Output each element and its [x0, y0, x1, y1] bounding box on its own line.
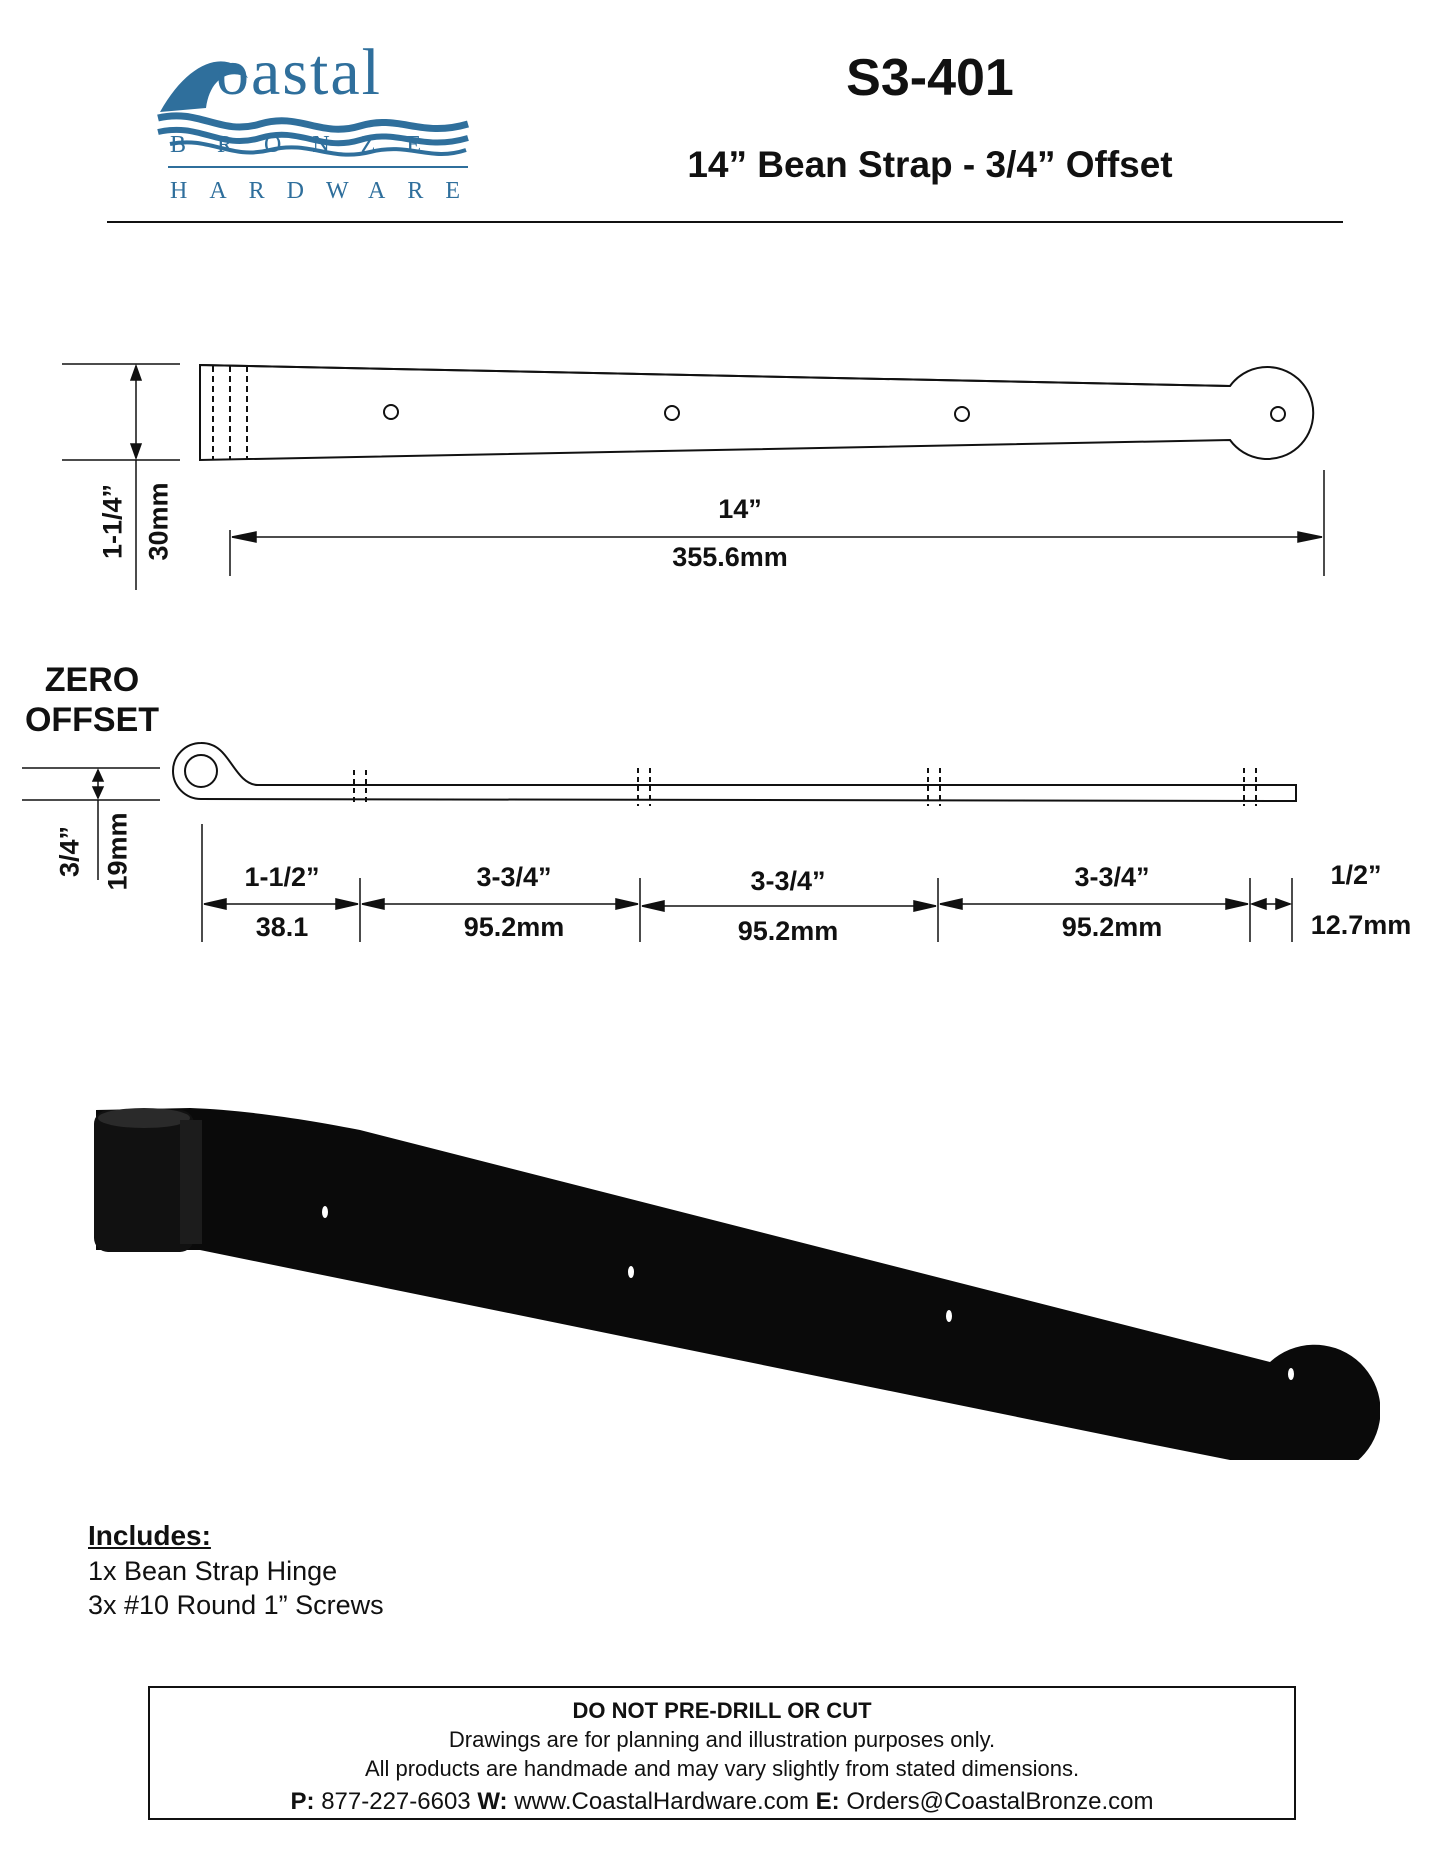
spacing-2-mm: 95.2mm	[463, 912, 565, 942]
includes-item: 3x #10 Round 1” Screws	[88, 1590, 384, 1620]
website-link[interactable]: www.CoastalHardware.com	[514, 1788, 809, 1815]
offset-inches-label: 3/4”	[54, 825, 85, 878]
offset-dimension	[22, 768, 160, 880]
contact-line	[150, 1788, 1294, 1816]
includes-heading: Includes:	[88, 1520, 211, 1551]
screw-hole-1	[322, 1206, 328, 1218]
notice-line-2: Drawings are for planning and illustration purposes only.	[448, 1727, 996, 1752]
spacing-2-inches: 3-3/4”	[476, 862, 552, 892]
spacing-3-mm: 95.2mm	[737, 916, 839, 946]
logo-wordmark: oastal	[216, 36, 382, 109]
notice-line-3: All products are handmade and may vary slightly from stated dimensions.	[364, 1756, 1080, 1781]
screw-hole-2	[628, 1266, 634, 1278]
side-view-strap	[173, 743, 1296, 806]
zero-offset-line1: ZERO	[44, 661, 140, 699]
width-mm-label: 30mm	[143, 482, 174, 561]
email-label: E:	[815, 1788, 840, 1815]
offset-mm-label: 19mm	[102, 812, 133, 891]
logo-hardware-text: HARDWARE	[170, 178, 482, 204]
phone-label: P:	[290, 1788, 315, 1815]
notice-warning: DO NOT PRE-DRILL OR CUT	[572, 1698, 872, 1723]
length-inches-label: 14”	[718, 494, 762, 524]
zero-offset-label	[22, 660, 162, 740]
screw-hole-4	[1288, 1368, 1294, 1380]
spacing-4-mm: 95.2mm	[1061, 912, 1163, 942]
length-mm-label: 355.6mm	[672, 542, 788, 572]
spacing-1-inches: 1-1/2”	[244, 862, 320, 892]
notice-box	[148, 1686, 1296, 1820]
phone-number[interactable]: 877-227-6603	[321, 1788, 471, 1815]
screw-hole-3	[946, 1310, 952, 1322]
zero-offset-line2: OFFSET	[24, 701, 160, 739]
strap-hinge-render	[80, 1100, 1380, 1460]
email-link[interactable]: Orders@CoastalBronze.com	[846, 1788, 1154, 1815]
spacing-3-inches: 3-3/4”	[750, 866, 826, 896]
logo-bronze-text: BRONZE	[170, 132, 452, 158]
spacing-5-mm: 12.7mm	[1310, 910, 1412, 940]
width-inches-label: 1-1/4”	[97, 483, 128, 560]
web-label: W:	[477, 1788, 508, 1815]
part-number: S3-401	[846, 49, 1014, 107]
spacing-5-inches: 1/2”	[1330, 860, 1382, 890]
top-view-strap	[200, 365, 1313, 460]
includes-item: 1x Bean Strap Hinge	[88, 1556, 338, 1586]
spacing-1-mm: 38.1	[255, 912, 309, 942]
product-title: 14” Bean Strap - 3/4” Offset	[687, 144, 1173, 185]
spacing-4-inches: 3-3/4”	[1074, 862, 1150, 892]
